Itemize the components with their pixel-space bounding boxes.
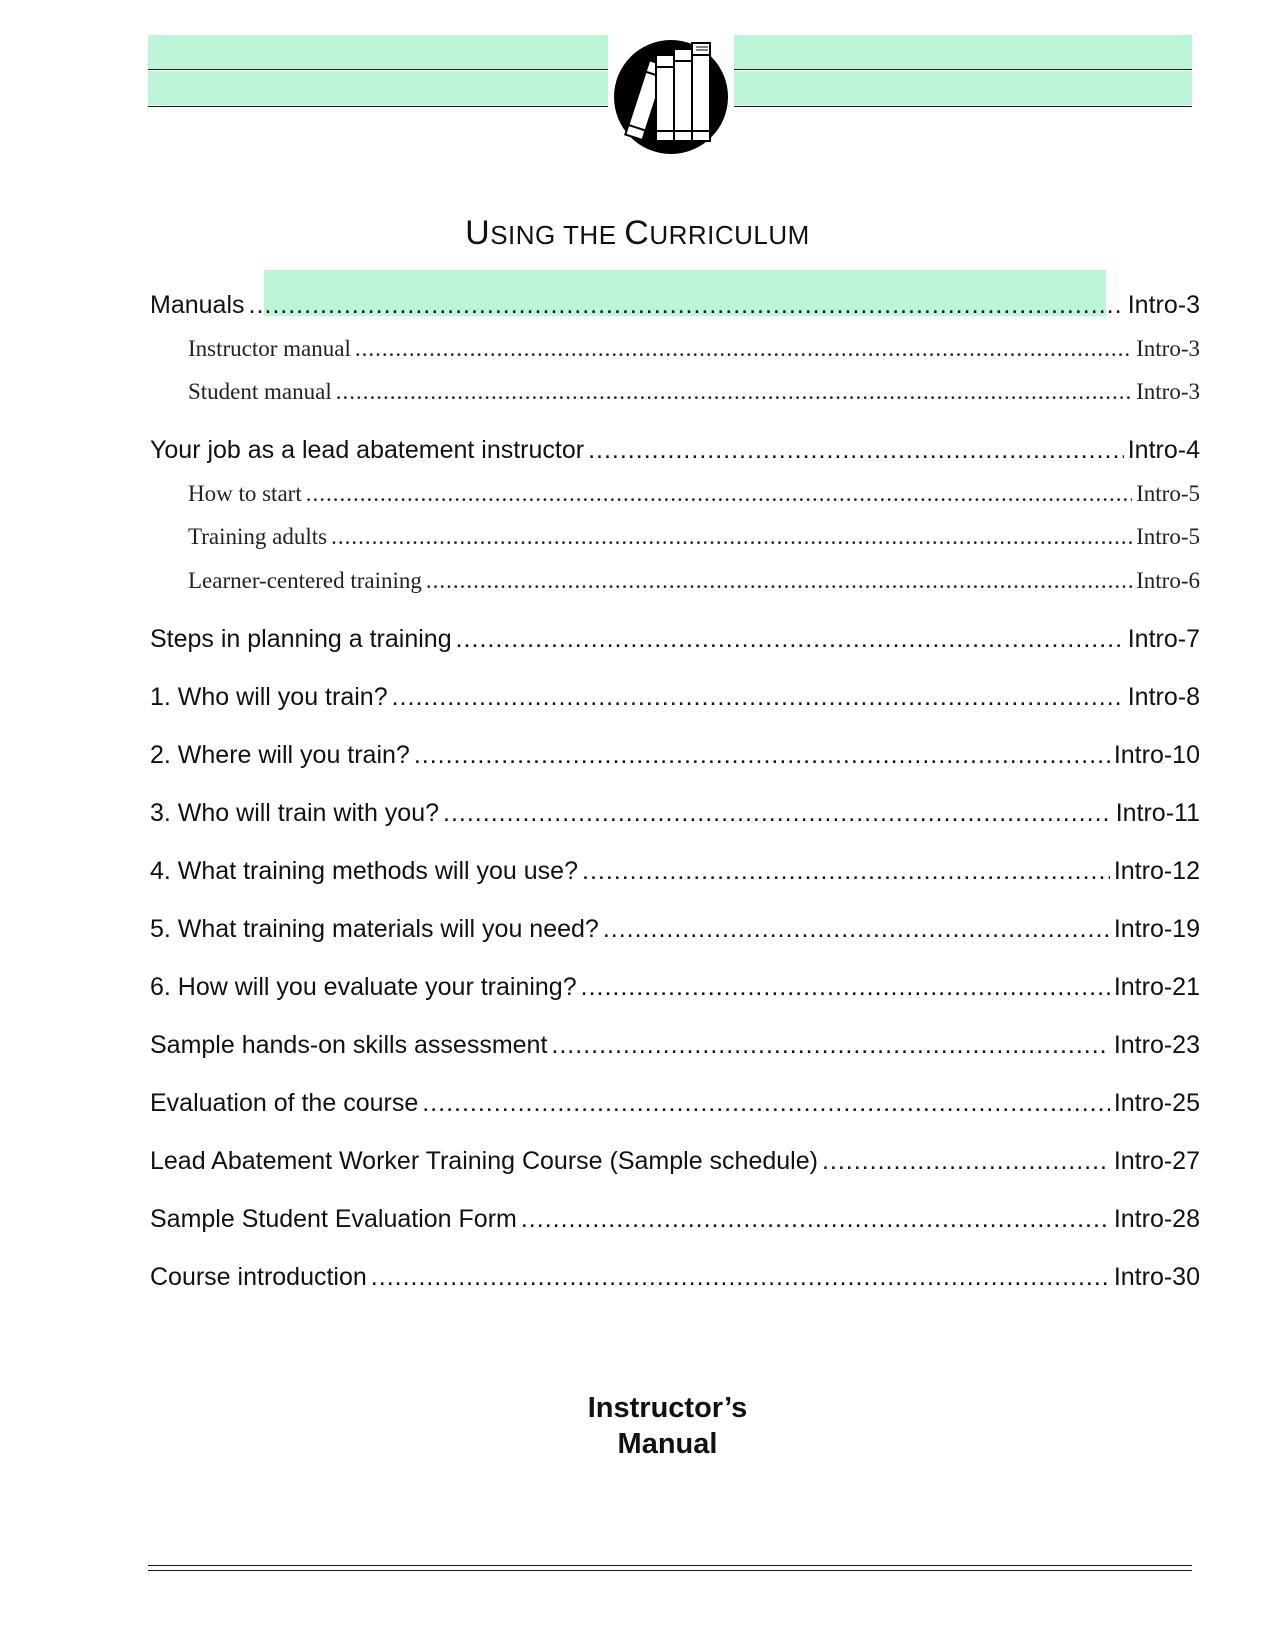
toc-leader [331, 524, 1132, 550]
toc-label: Instructor manual [188, 336, 351, 361]
title-cap-2: C [624, 214, 650, 252]
toc-entry[interactable] [150, 625, 1200, 654]
toc-page: Intro-8 [1127, 683, 1200, 711]
toc-page: Intro-5 [1136, 524, 1200, 549]
toc-page: Intro-4 [1127, 436, 1200, 464]
toc-page: Intro-19 [1113, 915, 1200, 943]
toc-page: Intro-23 [1113, 1031, 1200, 1059]
toc-label: Evaluation of the course [150, 1089, 419, 1117]
title-rest-2: URRICULUM [649, 220, 810, 250]
toc-leader [456, 625, 1124, 654]
toc-leader [336, 379, 1132, 405]
toc-label: 5. What training materials will you need? [150, 915, 599, 943]
header-band-right-bottom [734, 71, 1192, 105]
header-band-right-top [734, 35, 1192, 69]
header-rule-right [734, 69, 1192, 70]
toc-page: Intro-28 [1113, 1205, 1200, 1233]
toc-label: Lead Abatement Worker Training Course (Sample schedule) [150, 1147, 818, 1175]
toc-page: Intro-7 [1127, 625, 1200, 653]
toc-page: Intro-11 [1115, 799, 1200, 827]
toc-label: Learner-centered training [188, 568, 422, 593]
toc-entry[interactable] [150, 683, 1200, 712]
toc-label: Sample Student Evaluation Form [150, 1205, 517, 1233]
toc-leader [355, 336, 1132, 362]
toc-leader [582, 857, 1110, 886]
toc-entry[interactable] [150, 1147, 1200, 1176]
toc-leader [443, 799, 1112, 828]
toc-label: How to start [188, 481, 302, 506]
toc-page: Intro-5 [1136, 481, 1200, 506]
toc-page: Intro-3 [1136, 379, 1200, 404]
toc-page: Intro-3 [1136, 336, 1200, 361]
toc-entry[interactable] [150, 481, 1200, 507]
manual-type-line-1: Instructor’s [587, 1392, 748, 1424]
toc-label: 4. What training methods will you use? [150, 857, 578, 885]
toc-label: Your job as a lead abatement instructor [150, 436, 585, 464]
toc-page: Intro-6 [1136, 568, 1200, 593]
toc-page: Intro-10 [1113, 741, 1200, 769]
toc-page: Intro-12 [1113, 857, 1200, 885]
toc-page: Intro-3 [1127, 291, 1200, 319]
footer-rule-top [148, 1565, 1192, 1566]
header-rule-left-bottom [148, 106, 608, 107]
toc-entry[interactable] [150, 1205, 1200, 1234]
toc-leader [521, 1205, 1110, 1234]
books-icon [612, 33, 730, 157]
toc-page: Intro-27 [1113, 1147, 1200, 1175]
toc-entry[interactable] [150, 799, 1200, 828]
title-rest-1: SING THE [490, 220, 625, 250]
manual-type-label [0, 1390, 1275, 1462]
toc-entry[interactable] [150, 1031, 1200, 1060]
toc-leader [392, 683, 1124, 712]
toc-entry[interactable] [150, 915, 1200, 944]
toc-leader [306, 481, 1132, 507]
toc-page: Intro-21 [1113, 973, 1200, 1001]
toc-label: 1. Who will you train? [150, 683, 388, 711]
toc-label: 3. Who will train with you? [150, 799, 440, 827]
toc-entry[interactable] [150, 524, 1200, 550]
toc-entry[interactable] [150, 379, 1200, 405]
toc-page: Intro-30 [1113, 1263, 1200, 1291]
toc-label: Training adults [188, 524, 328, 549]
toc-entry[interactable] [150, 1089, 1200, 1118]
toc-entry[interactable] [150, 568, 1200, 594]
toc-leader [581, 973, 1110, 1002]
toc-page: Intro-25 [1113, 1089, 1200, 1117]
toc-entry[interactable] [150, 436, 1200, 465]
toc-entry[interactable] [150, 1263, 1200, 1292]
page-title [0, 214, 1275, 253]
toc-leader [422, 1089, 1110, 1118]
toc-leader [551, 1031, 1109, 1060]
toc-entry[interactable] [150, 741, 1200, 770]
header-band-left-bottom [148, 71, 608, 105]
toc-entry[interactable] [150, 336, 1200, 362]
toc-leader [426, 568, 1132, 594]
toc-leader [822, 1147, 1110, 1176]
toc-label: 6. How will you evaluate your training? [150, 973, 577, 1001]
manual-type-line-2: Manual [617, 1428, 718, 1460]
toc-label: Student manual [188, 379, 332, 404]
title-cap-1: U [465, 214, 491, 252]
toc-entry[interactable] [150, 857, 1200, 886]
toc-label: Manuals [150, 291, 245, 319]
toc-entry[interactable] [150, 291, 1200, 320]
toc-label: Course introduction [150, 1263, 367, 1291]
toc-leader [414, 741, 1110, 770]
header-rule-right-bottom [734, 106, 1192, 107]
header-rule-left [148, 69, 608, 70]
footer-rule-bottom [148, 1570, 1192, 1571]
toc-label: Sample hands-on skills assessment [150, 1031, 548, 1059]
toc-leader [371, 1263, 1110, 1292]
toc-leader [249, 291, 1124, 320]
toc-label: 2. Where will you train? [150, 741, 410, 769]
header-band-left-top [148, 35, 608, 69]
toc-label: Steps in planning a training [150, 625, 452, 653]
toc-leader [603, 915, 1110, 944]
toc-leader [588, 436, 1124, 465]
toc-entry[interactable] [150, 973, 1200, 1002]
